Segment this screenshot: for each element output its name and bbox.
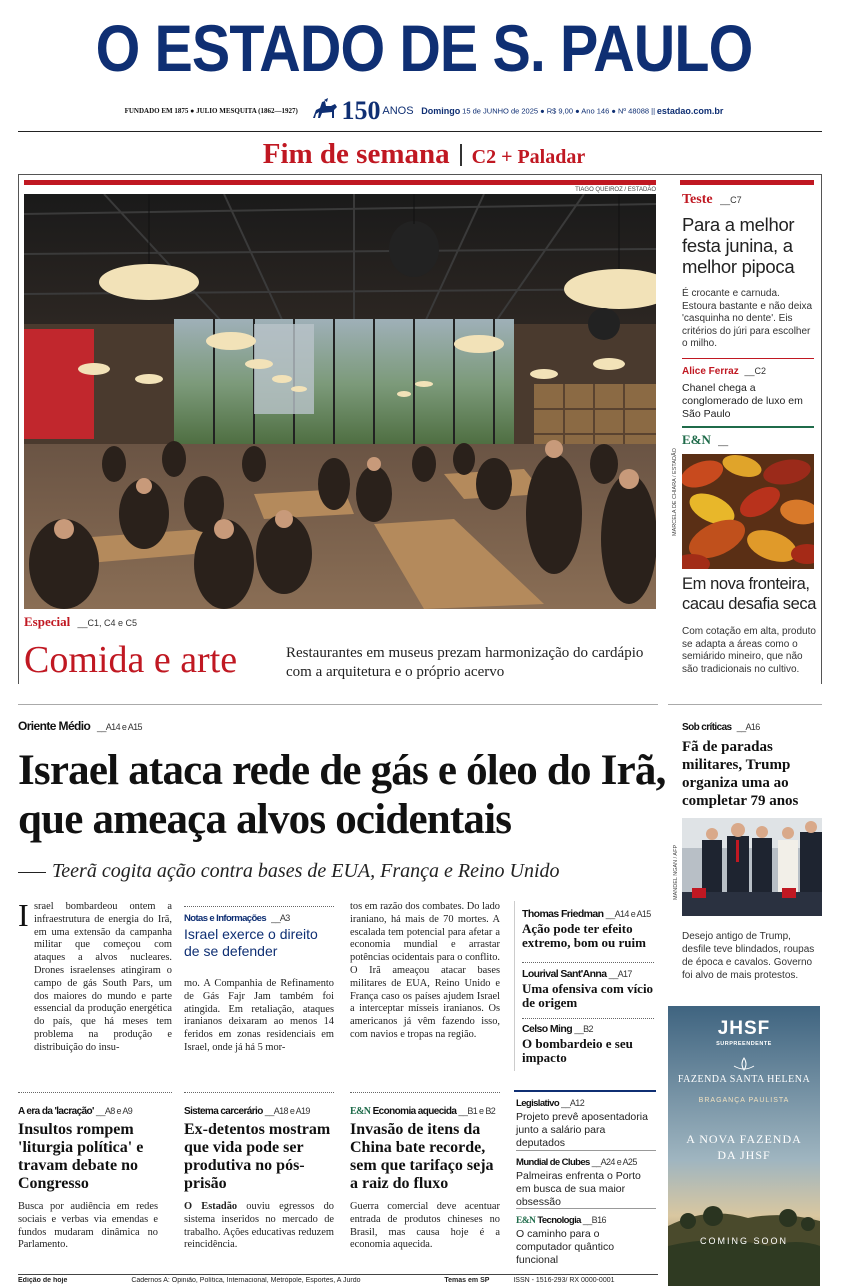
alice-kicker: Alice Ferraz __C2: [682, 366, 767, 377]
founded-text: FUNDADO EM 1875 ● JULIO MESQUITA (1862—1927): [124, 107, 298, 115]
footer-temas: Temas em SP: [444, 1277, 490, 1284]
en-body: Com cotação em alta, produto se adapta a áreas como o semiárido mineiro, que não são tradicionais no cultivo.: [682, 626, 816, 675]
teste-body: É crocante e carnuda. Estoura bastante e não deixa 'casquinha no dente'. Eis critérios do júri para escolher o milho.: [682, 288, 813, 349]
feature-kicker-label: Especial: [24, 614, 71, 629]
ad-brand: JHSF: [717, 1018, 771, 1039]
ad-line1: A NOVA FAZENDA: [686, 1132, 802, 1146]
lead-col2: mo. A Companhia de Refinamento de Gás Fajr Jam também foi atingida. Em retaliação, ataques iranianos deixaram ao menos 14 feridos em zonas residenciais em Israel, onde já há 5 mor-: [184, 978, 334, 1053]
opinion-2-pages: A17: [617, 969, 632, 979]
brief-1[interactable]: Legislativo __A12 Projeto prevê aposentadoria junto a salário para deputados: [516, 1098, 656, 1150]
feature-kicker: Especial __C1, C4 e C5: [24, 614, 138, 629]
footer-cadernos: Cadernos A: Opinião, Política, Internacional, Metrópole, Esportes, A Jurdo: [131, 1277, 361, 1284]
sob-page: A16: [745, 722, 760, 732]
en-title[interactable]: Em nova fronteira, cacau desafia seca: [682, 575, 817, 613]
opinion-3-title: O bombardeio e seu impacto: [522, 1036, 633, 1065]
section-separator: [460, 144, 462, 166]
brief-2-kicker: Mundial de Clubes: [516, 1157, 590, 1168]
notas-title: Israel exerce o direito de se defender: [184, 926, 318, 959]
teste-title[interactable]: Para a melhor festa junina, a melhor pipoca: [682, 214, 795, 277]
brief-2-pages: A24 e A25: [600, 1157, 637, 1167]
opinion-2-title: Uma ofensiva com vício de origem: [522, 981, 654, 1010]
brief-3-en-tag: E&N: [516, 1216, 536, 1226]
notas-page: A3: [279, 913, 290, 923]
alice-kicker-label: Alice Ferraz: [682, 366, 739, 377]
brief-3-pages: B16: [591, 1215, 606, 1225]
bottom-1-kicker: A era da 'lacração': [18, 1106, 94, 1117]
bottom-2-kicker: Sistema carcerário: [184, 1106, 263, 1117]
deck-dash: [18, 872, 46, 873]
bottom-2-title: Ex-detentos mostram que vida pode ser produtiva no pós-prisão: [184, 1121, 331, 1192]
dropcap: I: [18, 897, 29, 933]
bottom-1-body: Busca por audiência em redes sociais e verbas via emendas e fundos mudaram dinâmica no Parlamento.: [18, 1201, 158, 1251]
opinion-3-pages: B2: [583, 1024, 593, 1034]
sob-title[interactable]: Fã de paradas militares, Trump organiza uma ao completar 79 anos: [682, 739, 799, 809]
briefs-top-rule: [514, 1090, 656, 1092]
bottom-2-pages: A18 e A19: [273, 1106, 310, 1116]
masthead-info-bar: [0, 96, 848, 128]
footer-issn: ISSN - 1516-293/ RX 0000-0001: [513, 1277, 615, 1284]
anniversary-number: 150: [341, 96, 381, 125]
bottom-story-1[interactable]: A era da 'lacração' __A8 e A9 Insultos rompem 'liturgia política' e travam debate no Congresso Busca por audiência em redes sociais e verbas via emendas e fundos mudaram dinâmica no Parlamento.: [18, 1106, 172, 1252]
lead-kicker: Oriente Médio __A14 e A15: [18, 719, 142, 733]
opinion-2[interactable]: Lourival Sant'Anna __A17 Uma ofensiva com vício de origem: [522, 968, 656, 1010]
brief-divider-2: [516, 1208, 656, 1209]
feature-red-rule: [24, 180, 656, 185]
feature-photo-credit: TIAGO QUEIROZ / ESTADÃO: [575, 187, 656, 193]
opinion-1-pages: A14 e A15: [614, 909, 651, 919]
supplement-bottom-rule-right: [668, 704, 822, 705]
alice-body[interactable]: Chanel chega a conglomerado de luxo em São Paulo: [682, 382, 803, 420]
opinion-1-title: Ação pode ter efeito extremo, bom ou ruim: [522, 921, 646, 950]
lead-deck: Teerã cogita ação contra bases de EUA, França e Reino Unido: [52, 860, 560, 882]
notas-kicker: Notas e Informações: [184, 913, 267, 924]
opinion-divider-1: [522, 962, 654, 963]
feature-deck: Restaurantes em museus prezam harmonização do cardápio com a arquitetura e o próprio acervo: [286, 645, 644, 680]
lead-headline[interactable]: Israel ataca rede de gás e óleo do Irã, que ameaça alvos ocidentais: [18, 747, 666, 843]
section-header: [0, 138, 848, 171]
date-line: 15 de JUNHO de 2025 ● R$ 9,00 ● Ano 146 ● Nº 48088 ||: [462, 106, 656, 116]
parade-photo: [682, 818, 822, 916]
opinion-1[interactable]: Thomas Friedman __A14 e A15 Ação pode ter efeito extremo, bom ou ruim: [522, 908, 656, 950]
en-divider: [682, 426, 814, 428]
section-title: Fim de semana: [262, 138, 450, 170]
lead-col1-text: srael bombardeou ontem a infraestrutura de energia do Irã, em uma extensão da campanha militar que começou com ataques a alvos nucleares. Drones israelenses atingiram o campo de gás South Pars, um dos maiores do mundo e parte essencial da produção energética do país, que há meses tem problema na produção e distribuição do insu-: [34, 901, 172, 1053]
cacao-photo-credit: MARCELA DE CHIARA / ESTADÃO: [672, 448, 678, 536]
notas-box[interactable]: Notas e Informações __A3 Israel exerce o direito de se defender: [184, 906, 334, 968]
teste-kicker-label: Teste: [682, 192, 713, 207]
cacao-photo: [682, 454, 814, 569]
weekday: Domingo: [421, 106, 461, 116]
sob-body: Desejo antigo de Trump, desfile teve blindados, roupas de época e cavalos. Governo foi alvo de mais protestos.: [682, 931, 815, 981]
feature-title[interactable]: Comida e arte: [24, 639, 238, 681]
sob-kicker-label: Sob críticas: [682, 722, 732, 733]
ad-tag: SURPREENDENTE: [716, 1041, 772, 1047]
ad-fazenda: FAZENDA SANTA HELENA: [677, 1074, 811, 1085]
bottom-2-body: ouviu egressos do sistema inseridos no mercado de trabalho. Ações educativas reduzem reincidência.: [184, 1201, 334, 1251]
bottom-divider-1: [18, 1092, 172, 1093]
bottom-divider-3: [350, 1092, 500, 1093]
brief-3-kicker: Tecnologia: [537, 1215, 581, 1226]
opinion-2-author: Lourival Sant'Anna: [522, 968, 607, 980]
newspaper-logo: O ESTADO DE S. PAULO: [95, 11, 753, 85]
ad-coming-soon: COMING SOON: [699, 1236, 788, 1246]
alice-page: C2: [754, 366, 767, 376]
bottom-3-pages: B1 e B2: [467, 1106, 496, 1116]
footer-strip: [18, 1277, 658, 1286]
footer-rule: [18, 1274, 658, 1275]
bottom-2-body-bold: O Estadão: [184, 1201, 238, 1212]
horseman-emblem-icon: [310, 98, 340, 124]
teste-kicker: Teste __C7: [682, 192, 742, 207]
lead-col1: [18, 897, 172, 1055]
teste-page: C7: [730, 195, 742, 205]
masthead-rule: [18, 131, 822, 132]
bottom-1-title: Insultos rompem 'liturgia política' e travam debate no Congresso: [18, 1121, 144, 1192]
bottom-divider-2: [184, 1092, 334, 1093]
jhsf-ad[interactable]: [668, 1006, 820, 1286]
opinion-3[interactable]: Celso Ming __B2 O bombardeio e seu impacto: [522, 1023, 656, 1065]
ad-line2: DA JHSF: [717, 1148, 771, 1162]
bottom-story-2[interactable]: Sistema carcerário __A18 e A19 Ex-detentos mostram que vida pode ser produtiva no pós-prisão O Estadão ouviu egressos do sistema inseridos no mercado de trabalho. Ações educativas reduzem reincidência.: [184, 1106, 334, 1251]
en-kicker: E&N __: [682, 432, 729, 447]
opinion-1-author: Thomas Friedman: [522, 908, 604, 920]
bottom-1-pages: A8 e A9: [104, 1106, 133, 1116]
brief-3-body: O caminho para o computador quântico funcional: [516, 1228, 615, 1266]
bottom-story-3[interactable]: E&N Economia aquecida __B1 e B2 Invasão de itens da China bate recorde, sem que tarifaço seja a raiz do fluxo Guerra comercial deve acentuar entrada de produtos chineses no Brasil, mas causa hoje é a economia aquecida.: [350, 1106, 500, 1251]
bottom-3-en-tag: E&N: [350, 1106, 371, 1117]
section-subtitle: C2 + Paladar: [471, 146, 586, 168]
feature-pages: C1, C4 e C5: [87, 618, 138, 628]
masthead: [0, 8, 848, 88]
bottom-3-kicker: Economia aquecida: [372, 1106, 457, 1117]
alice-divider: [682, 358, 814, 359]
lead-deck-row: [18, 860, 658, 883]
lead-kicker-label: Oriente Médio: [18, 719, 91, 733]
opinion-divider-2: [522, 1018, 654, 1019]
sob-kicker: Sob críticas __A16: [682, 722, 760, 733]
restaurant-photo: [24, 194, 656, 609]
brief-divider-1: [516, 1150, 656, 1151]
bottom-3-body: Guerra comercial deve acentuar entrada de produtos chineses no Brasil, mas causa hoje é a economia aquecida.: [350, 1201, 500, 1251]
anniversary-word: ANOS: [382, 105, 414, 117]
side-red-rule: [680, 180, 814, 185]
en-kicker-label: E&N: [682, 432, 711, 447]
brief-2[interactable]: Mundial de Clubes __A24 e A25 Palmeiras enfrenta o Porto em busca de sua maior obsessão: [516, 1157, 656, 1209]
brief-1-pages: A12: [569, 1098, 585, 1108]
brief-3[interactable]: E&N Tecnologia __B16 O caminho para o computador quântico funcional: [516, 1215, 656, 1267]
supplement-bottom-rule: [18, 704, 658, 705]
parade-photo-credit: MANDEL NGAN / AFP: [673, 844, 679, 900]
opinion-3-author: Celso Ming: [522, 1023, 573, 1035]
brief-1-body: Projeto prevê aposentadoria junto a salário para deputados: [516, 1111, 648, 1149]
lead-pages: A14 e A15: [105, 722, 142, 732]
footer-edition: Edição de hoje: [18, 1277, 68, 1284]
bottom-3-title: Invasão de itens da China bate recorde, sem que tarifaço seja a raiz do fluxo: [350, 1121, 494, 1192]
site-link[interactable]: estadao.com.br: [656, 106, 724, 116]
brief-1-kicker: Legislativo: [516, 1098, 560, 1109]
brief-2-body: Palmeiras enfrenta o Porto em busca de sua maior obsessão: [516, 1170, 641, 1208]
ad-place: BRAGANÇA PAULISTA: [698, 1097, 790, 1104]
lead-col3: tos em razão dos combates. Do lado iraniano, há mais de 70 mortes. A escalada tem potencial para afetar a economia mundial e arrastar potências ocidentais para o conflito. O Irã ameaçou atacar bases militares de EUA, Reino Unido e França caso os países ajudem Israel a interceptar mísseis iranianos. Os americanos já vêm fazendo isso, com navios e tropas na região.: [350, 901, 500, 1040]
